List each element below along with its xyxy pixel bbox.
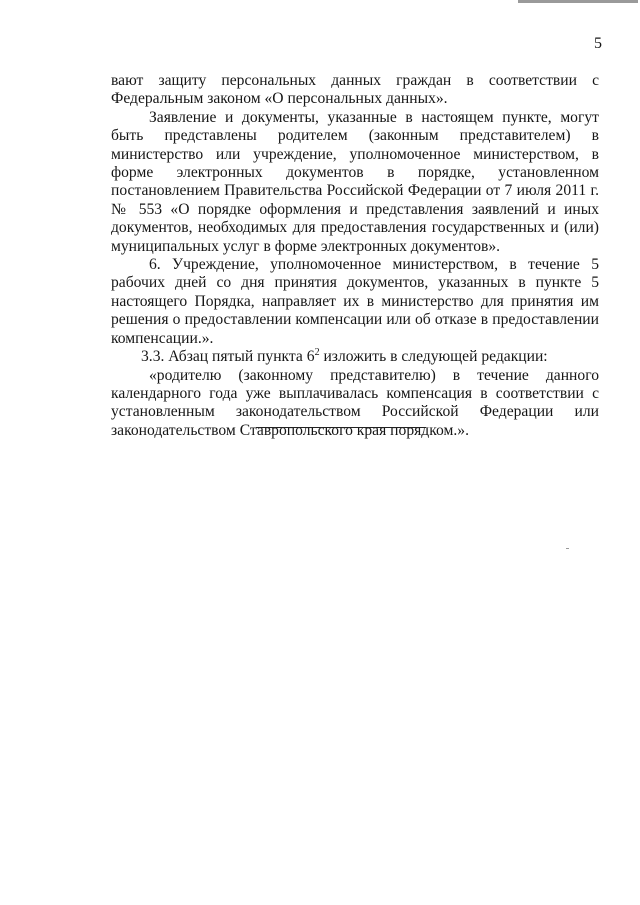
corner-scan-mark bbox=[518, 0, 638, 3]
paragraph-item-3-3 bbox=[111, 348, 599, 366]
paragraph-continuation: вают защиту персональных данных граждан в соответствии с Федеральным законом «О персональных данных». bbox=[111, 72, 599, 108]
scan-speck bbox=[566, 548, 569, 549]
paragraph-item-6: 6. Учреждение, уполномоченное министерством, в течение 5 рабочих дней со дня принятия документов, указанных в пункте 5 настоящего Порядка, направляет их в министерство для принятия им решения о предоставлении компенсации или об отказе в предоставлении компенсации.». bbox=[111, 256, 599, 347]
item-3-3-superscript: 2 bbox=[314, 347, 320, 359]
item-3-3-tail: изложить в следующей редакции: bbox=[319, 348, 548, 366]
page-number: 5 bbox=[594, 35, 602, 52]
end-divider bbox=[256, 427, 426, 428]
paragraph-new-wording: «родителю (законному представителю) в течение данного календарного года уже выплачивалась компенсация в соответствии с установленным законодательством Российской Федерации или законодательством Ставропольского края порядком.». bbox=[111, 366, 599, 439]
document-body bbox=[111, 72, 599, 440]
item-3-3-text: 3.3. Абзац пятый пункта 6 bbox=[141, 348, 315, 366]
paragraph-electronic-documents: Заявление и документы, указанные в настоящем пункте, могут быть представлены родителем (законным представителем) в министерство или учреждение, уполномоченное министерством, в форме электронных документов в порядке, установленном постановлением Правительства Российской Федерации от 7 июля 2011 г. № 553 «О порядке оформления и представления заявлений и иных документов, необходимых для предоставления государственных и (или) муниципальных услуг в форме электронных документов». bbox=[111, 108, 599, 255]
